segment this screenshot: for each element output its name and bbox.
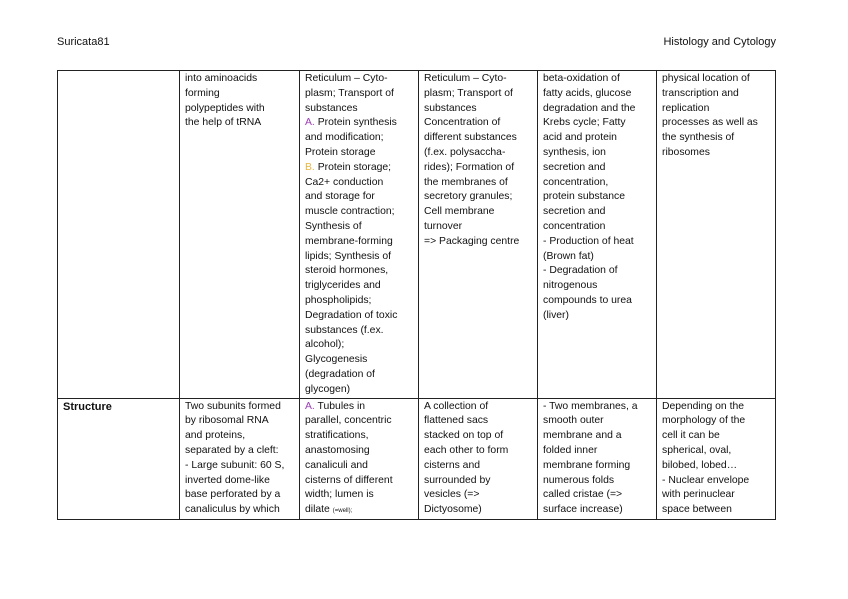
text-line: substances (f.ex. xyxy=(305,324,384,336)
text-line: Krebs cycle; Fatty xyxy=(543,117,626,129)
text-line: Reticulum – Cyto- xyxy=(424,73,507,84)
text-line: synthesis, ion xyxy=(543,146,606,158)
smooth-er-marker: B. xyxy=(305,161,315,173)
text-line: Depending on the xyxy=(662,400,745,412)
text-line: morphology of the xyxy=(662,415,746,427)
row2-nucleus-cell xyxy=(657,398,776,519)
text-line: forming xyxy=(185,87,220,99)
text-line: beta-oxidation of xyxy=(543,73,620,84)
rough-er-marker: A. xyxy=(305,117,315,129)
text-line: smooth outer xyxy=(543,415,604,427)
text-line: and proteins, xyxy=(185,430,246,442)
rough-er-first-line: Protein synthesis xyxy=(317,117,397,129)
text-line: flattened sacs xyxy=(424,415,489,427)
text-line: (liver) xyxy=(543,309,569,321)
text-line: (degradation of xyxy=(305,368,375,380)
text-line: by ribosomal RNA xyxy=(185,415,269,427)
text-line: plasm; Transport of xyxy=(424,87,513,99)
row2-er-cell xyxy=(300,398,419,519)
text-line: into aminoacids xyxy=(185,73,258,84)
text-line: and modification; xyxy=(305,132,384,144)
text-line: Glycogenesis xyxy=(305,354,368,366)
text-line: stratifications, xyxy=(305,430,369,442)
text-line: and storage for xyxy=(305,191,375,203)
text-line: the membranes of xyxy=(424,176,508,188)
row1-nucleus-cell xyxy=(657,71,776,399)
er-rough xyxy=(305,116,414,160)
text-line: nitrogenous xyxy=(543,280,598,292)
text-line: bilobed, lobed… xyxy=(662,459,738,471)
text-line: each other to form xyxy=(424,444,509,456)
text-line: Two subunits formed xyxy=(185,400,281,412)
row1-ribosome-cell xyxy=(180,71,300,399)
text-line: physical location of xyxy=(662,73,750,84)
text-line: Cell membrane xyxy=(424,206,495,218)
text-line: => Packaging centre xyxy=(424,235,520,247)
table-row xyxy=(58,398,776,519)
text-line: parallel, concentric xyxy=(305,415,392,427)
text-line: polypeptides with xyxy=(185,102,265,114)
text-line: ribosomes xyxy=(662,146,710,158)
row1-er-cell xyxy=(300,71,419,399)
text-line: phospholipids; xyxy=(305,294,372,306)
text-line: - Two membranes, a xyxy=(543,400,638,412)
text-line: spherical, oval, xyxy=(662,444,732,456)
text-line: processes as well as xyxy=(662,117,758,129)
text-line: canaliculi and xyxy=(305,459,368,471)
text-line: inverted dome-like xyxy=(185,474,270,486)
row2-er-last-word: dilate xyxy=(305,504,330,516)
text-line: compounds to urea xyxy=(543,294,632,306)
text-line: numerous folds xyxy=(543,474,615,486)
text-line: substances xyxy=(424,102,477,114)
text-line: plasm; Transport of xyxy=(305,87,394,99)
text-line: turnover xyxy=(424,220,463,232)
text-line: - Production of heat xyxy=(543,235,634,247)
smooth-er-text xyxy=(305,176,414,398)
text-line: degradation and the xyxy=(543,102,636,114)
text-line: cisterns of different xyxy=(305,474,393,486)
row2-golgi-cell xyxy=(419,398,538,519)
row2-mitochondria-cell xyxy=(538,398,657,519)
text-line: steroid hormones, xyxy=(305,265,389,277)
text-line: canaliculus by which xyxy=(185,504,280,516)
text-line: membrane forming xyxy=(543,459,631,471)
text-line: stacked on top of xyxy=(424,430,504,442)
text-line: fatty acids, glucose xyxy=(543,87,632,99)
text-line: replication xyxy=(662,102,710,114)
text-line: alcohol); xyxy=(305,339,345,351)
row2-er-first-line: Tubules in xyxy=(317,400,366,412)
text-line: anastomosing xyxy=(305,444,370,456)
header-subject: Histology and Cytology xyxy=(663,36,776,48)
er-intro xyxy=(305,72,414,116)
text-line: muscle contraction; xyxy=(305,206,395,218)
text-line: Reticulum – Cyto- xyxy=(305,73,388,84)
text-line: called cristae (=> xyxy=(543,489,623,501)
text-line: (f.ex. polysaccha- xyxy=(424,146,506,158)
text-line: Protein storage xyxy=(305,146,376,158)
text-line: base perforated by a xyxy=(185,489,281,501)
text-line: separated by a cleft: xyxy=(185,444,279,456)
text-line: membrane-forming xyxy=(305,235,393,247)
text-line: (Brown fat) xyxy=(543,250,594,262)
text-line: - Nuclear envelope xyxy=(662,474,750,486)
text-line: secretion and xyxy=(543,161,606,173)
text-line: rides); Formation of xyxy=(424,161,515,173)
text-line: space between xyxy=(662,504,732,516)
row2-ribosome-cell xyxy=(180,398,300,519)
text-line: the synthesis of xyxy=(662,132,735,144)
text-line: - Large subunit: 60 S, xyxy=(185,459,285,471)
text-line: Concentration of xyxy=(424,117,501,129)
structure-row-label: Structure xyxy=(58,398,180,519)
table-row xyxy=(58,71,776,399)
text-line: concentration xyxy=(543,220,606,232)
text-line: substances xyxy=(305,102,358,114)
text-line: cell it can be xyxy=(662,430,720,442)
text-line: Dictyosome) xyxy=(424,504,482,516)
text-line: Ca2+ conduction xyxy=(305,176,384,188)
text-line: the help of tRNA xyxy=(185,117,262,129)
organelle-table xyxy=(57,70,776,520)
rough-er-text xyxy=(305,131,414,161)
row2-er-text xyxy=(305,414,414,503)
row1-mitochondria-cell xyxy=(538,71,657,399)
text-line: with perinuclear xyxy=(662,489,735,501)
rough-er-marker-2: A. xyxy=(305,400,315,412)
text-line: glycogen) xyxy=(305,383,351,395)
text-line: acid and protein xyxy=(543,132,617,144)
text-line: cisterns and xyxy=(424,459,481,471)
er-smooth xyxy=(305,161,414,398)
row1-label-cell xyxy=(58,71,180,399)
row1-golgi-cell xyxy=(419,71,538,399)
text-line: Degradation of toxic xyxy=(305,309,398,321)
text-line: secretory granules; xyxy=(424,191,513,203)
text-line: transcription and xyxy=(662,87,739,99)
text-line: width; lumen is xyxy=(305,489,374,501)
header-author: Suricata81 xyxy=(57,36,110,48)
text-line: A collection of xyxy=(424,400,489,412)
smooth-er-first-line: Protein storage; xyxy=(317,161,392,173)
text-line: surrounded by xyxy=(424,474,491,486)
text-line: vesicles (=> xyxy=(424,489,480,501)
text-line: different substances xyxy=(424,132,517,144)
text-line: concentration, xyxy=(543,176,609,188)
text-line: folded inner xyxy=(543,444,598,456)
text-line: membrane and a xyxy=(543,430,622,442)
text-line: secretion and xyxy=(543,206,606,218)
text-line: surface increase) xyxy=(543,504,623,516)
text-line: - Degradation of xyxy=(543,265,618,277)
text-line: protein substance xyxy=(543,191,626,203)
text-line: triglycerides and xyxy=(305,280,381,292)
text-line: lipids; Synthesis of xyxy=(305,250,392,262)
text-line: Synthesis of xyxy=(305,220,362,232)
row2-er-small-note: (=well); xyxy=(332,508,353,515)
